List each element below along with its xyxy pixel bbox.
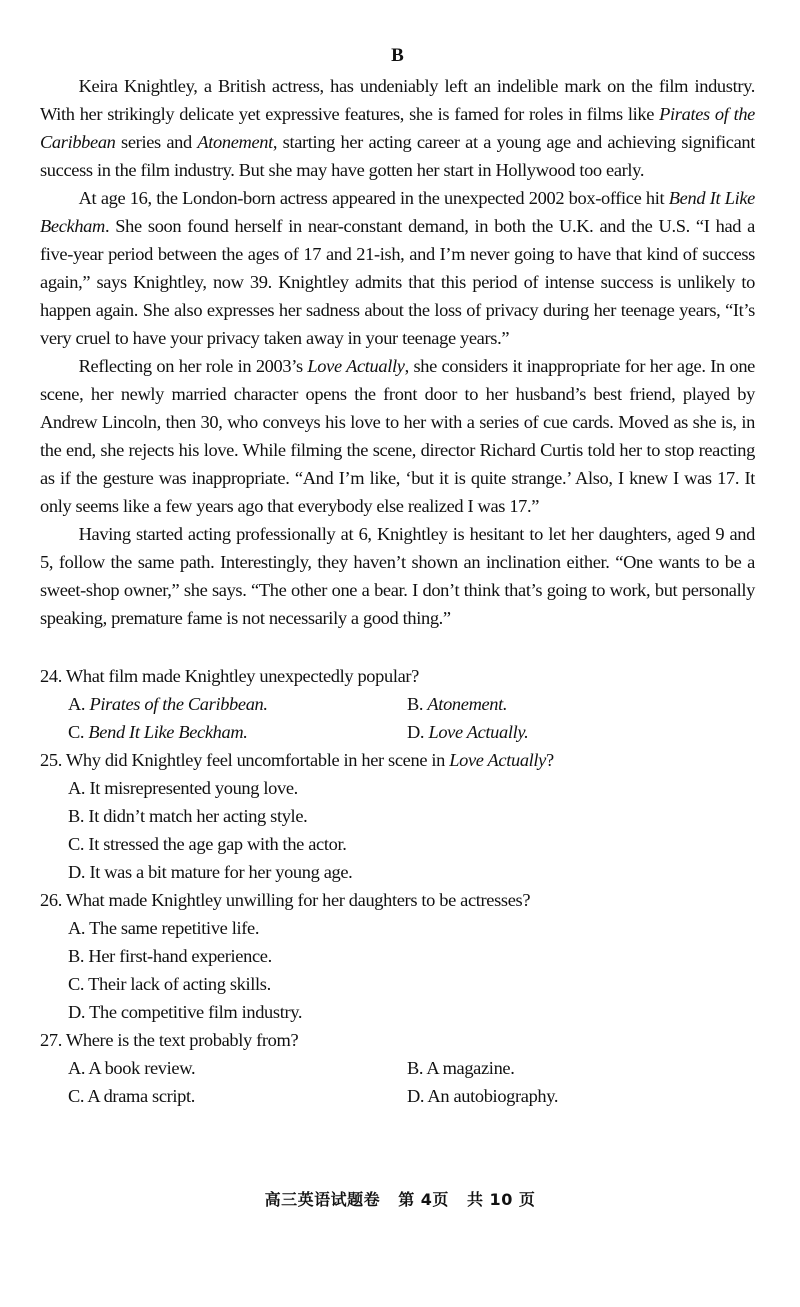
- answer-options: [40, 914, 755, 1026]
- text-run: Having started acting professionally at 6, Knightley is hesitant to let her daughters, aged 9 and 5, follow the same path. Interestingly, they haven’t shown an inclination either. “One wants to be a sweet-shop owner,” she says. “The other one a bear. I don’t think that’s going to work, but personally speaking, premature fame is not necessarily a good thing.”: [40, 524, 755, 628]
- italic-title: Bend It Like Beckham: [40, 188, 755, 236]
- question-number: 26.: [40, 890, 62, 910]
- option-letter: B.: [407, 694, 424, 714]
- question-number: 25.: [40, 750, 62, 770]
- answer-options: [40, 690, 755, 746]
- text-run: What made Knightley unwilling for her daughters to be actresses?: [65, 890, 531, 910]
- question-item: [40, 886, 755, 1026]
- answer-option[interactable]: [68, 998, 755, 1026]
- italic-title: Atonement: [197, 132, 273, 152]
- answer-option[interactable]: [68, 858, 755, 886]
- question-stem: [40, 746, 755, 774]
- passage-paragraph: [40, 352, 755, 520]
- option-text: Love Actually.: [428, 722, 529, 742]
- option-letter: C.: [68, 1086, 85, 1106]
- option-text: It misrepresented young love.: [89, 778, 298, 798]
- question-item: [40, 1026, 755, 1110]
- answer-option[interactable]: [407, 690, 707, 718]
- italic-title: Love Actually: [307, 356, 405, 376]
- option-letter: D.: [407, 1086, 425, 1106]
- answer-option[interactable]: [68, 718, 407, 746]
- passage-paragraph: [40, 72, 755, 184]
- option-letter: C.: [68, 722, 85, 742]
- option-letter: B.: [68, 806, 85, 826]
- answer-option[interactable]: [68, 830, 755, 858]
- option-letter: B.: [407, 1058, 424, 1078]
- answer-option[interactable]: [68, 970, 755, 998]
- section-label: B: [391, 45, 404, 66]
- text-run: series and: [115, 132, 198, 152]
- text-run: Where is the text probably from?: [65, 1030, 299, 1050]
- page-current: 第 4页: [398, 1190, 449, 1209]
- option-letter: A.: [68, 694, 86, 714]
- text-run: ?: [546, 750, 554, 770]
- text-run: . She soon found herself in near-constant demand, in both the U.K. and the U.S. “I had a five-year period between the ages of 17 and 21-ish, and I’m never going to have that kind of success again,” says Knightley, now 39. Knightley admits that this period of intense success is unlikely to happen again. She also expresses her sadness about the loss of privacy during her teenage years, “It’s very cruel to have your privacy taken away in your teenage years.”: [40, 216, 755, 348]
- text-run: Why did Knightley feel uncomfortable in her scene in: [65, 750, 450, 770]
- passage-paragraph: [40, 184, 755, 352]
- option-letter: A.: [68, 778, 86, 798]
- page-total: 共 10 页: [466, 1190, 536, 1209]
- answer-option[interactable]: [68, 1054, 407, 1082]
- option-text: Atonement.: [427, 694, 508, 714]
- reading-passage: [40, 72, 755, 632]
- option-text: It stressed the age gap with the actor.: [88, 834, 347, 854]
- text-run: , she considers it inappropriate for her age. In one scene, her newly married character opens the front door to her husband’s best friend, played by Andrew Lincoln, then 30, who conveys his love to her with a series of cue cards. Moved as she is, in the end, she rejects his love. While filming the scene, director Richard Curtis told her to stop reacting as if the gesture was inappropriate. “And I’m like, ‘but it is quite strange.’ Also, I knew I was 17. It only seems like a few years ago that everybody else realized I was 17.”: [40, 356, 755, 516]
- option-text: A magazine.: [426, 1058, 515, 1078]
- exam-title: 高三英语试题卷: [264, 1190, 381, 1209]
- option-letter: A.: [68, 1058, 86, 1078]
- answer-option[interactable]: [68, 774, 755, 802]
- answer-option[interactable]: [68, 1082, 407, 1110]
- option-letter: D.: [68, 862, 86, 882]
- option-text: Pirates of the Caribbean.: [89, 694, 268, 714]
- text-run: Reflecting on her role in 2003’s: [78, 356, 308, 376]
- option-text: Her first-hand experience.: [88, 946, 272, 966]
- option-text: The same repetitive life.: [89, 918, 260, 938]
- answer-options: [40, 1054, 755, 1110]
- answer-option[interactable]: [68, 942, 755, 970]
- option-text: It was a bit mature for her young age.: [89, 862, 353, 882]
- question-number: 27.: [40, 1030, 62, 1050]
- text-run: What film made Knightley unexpectedly popular?: [65, 666, 419, 686]
- question-stem: [40, 886, 755, 914]
- option-letter: A.: [68, 918, 86, 938]
- question-item: [40, 662, 755, 746]
- option-text: A drama script.: [87, 1086, 196, 1106]
- option-text: It didn’t match her acting style.: [88, 806, 308, 826]
- answer-option[interactable]: [407, 1082, 707, 1110]
- passage-paragraph: [40, 520, 755, 632]
- italic-title: Love Actually: [449, 750, 546, 770]
- option-text: An autobiography.: [427, 1086, 559, 1106]
- option-text: Bend It Like Beckham.: [88, 722, 248, 742]
- text-run: At age 16, the London-born actress appeared in the unexpected 2002 box-office hit: [78, 188, 669, 208]
- answer-option[interactable]: [68, 690, 407, 718]
- text-run: Keira Knightley, a British actress, has undeniably left an indelible mark on the film industry. With her strikingly delicate yet expressive features, she is famed for roles in films like: [40, 76, 755, 124]
- option-text: Their lack of acting skills.: [88, 974, 271, 994]
- question-stem: [40, 1026, 755, 1054]
- answer-option[interactable]: [407, 1054, 707, 1082]
- italic-title: Pirates of the Caribbean: [40, 104, 755, 152]
- answer-option[interactable]: [407, 718, 707, 746]
- option-letter: C.: [68, 974, 85, 994]
- answer-options: [40, 774, 755, 886]
- text-run: , starting her acting career at a young age and achieving significant success in the film industry. But she may have gotten her start in Hollywood too early.: [40, 132, 755, 180]
- question-number: 24.: [40, 666, 62, 686]
- option-text: A book review.: [88, 1058, 196, 1078]
- answer-option[interactable]: [68, 802, 755, 830]
- option-letter: B.: [68, 946, 85, 966]
- question-list: [40, 662, 755, 1110]
- option-letter: D.: [68, 1002, 86, 1022]
- page-footer: [0, 1187, 800, 1210]
- question-stem: [40, 662, 755, 690]
- option-letter: C.: [68, 834, 85, 854]
- question-item: [40, 746, 755, 886]
- answer-option[interactable]: [68, 914, 755, 942]
- option-letter: D.: [407, 722, 425, 742]
- option-text: The competitive film industry.: [89, 1002, 303, 1022]
